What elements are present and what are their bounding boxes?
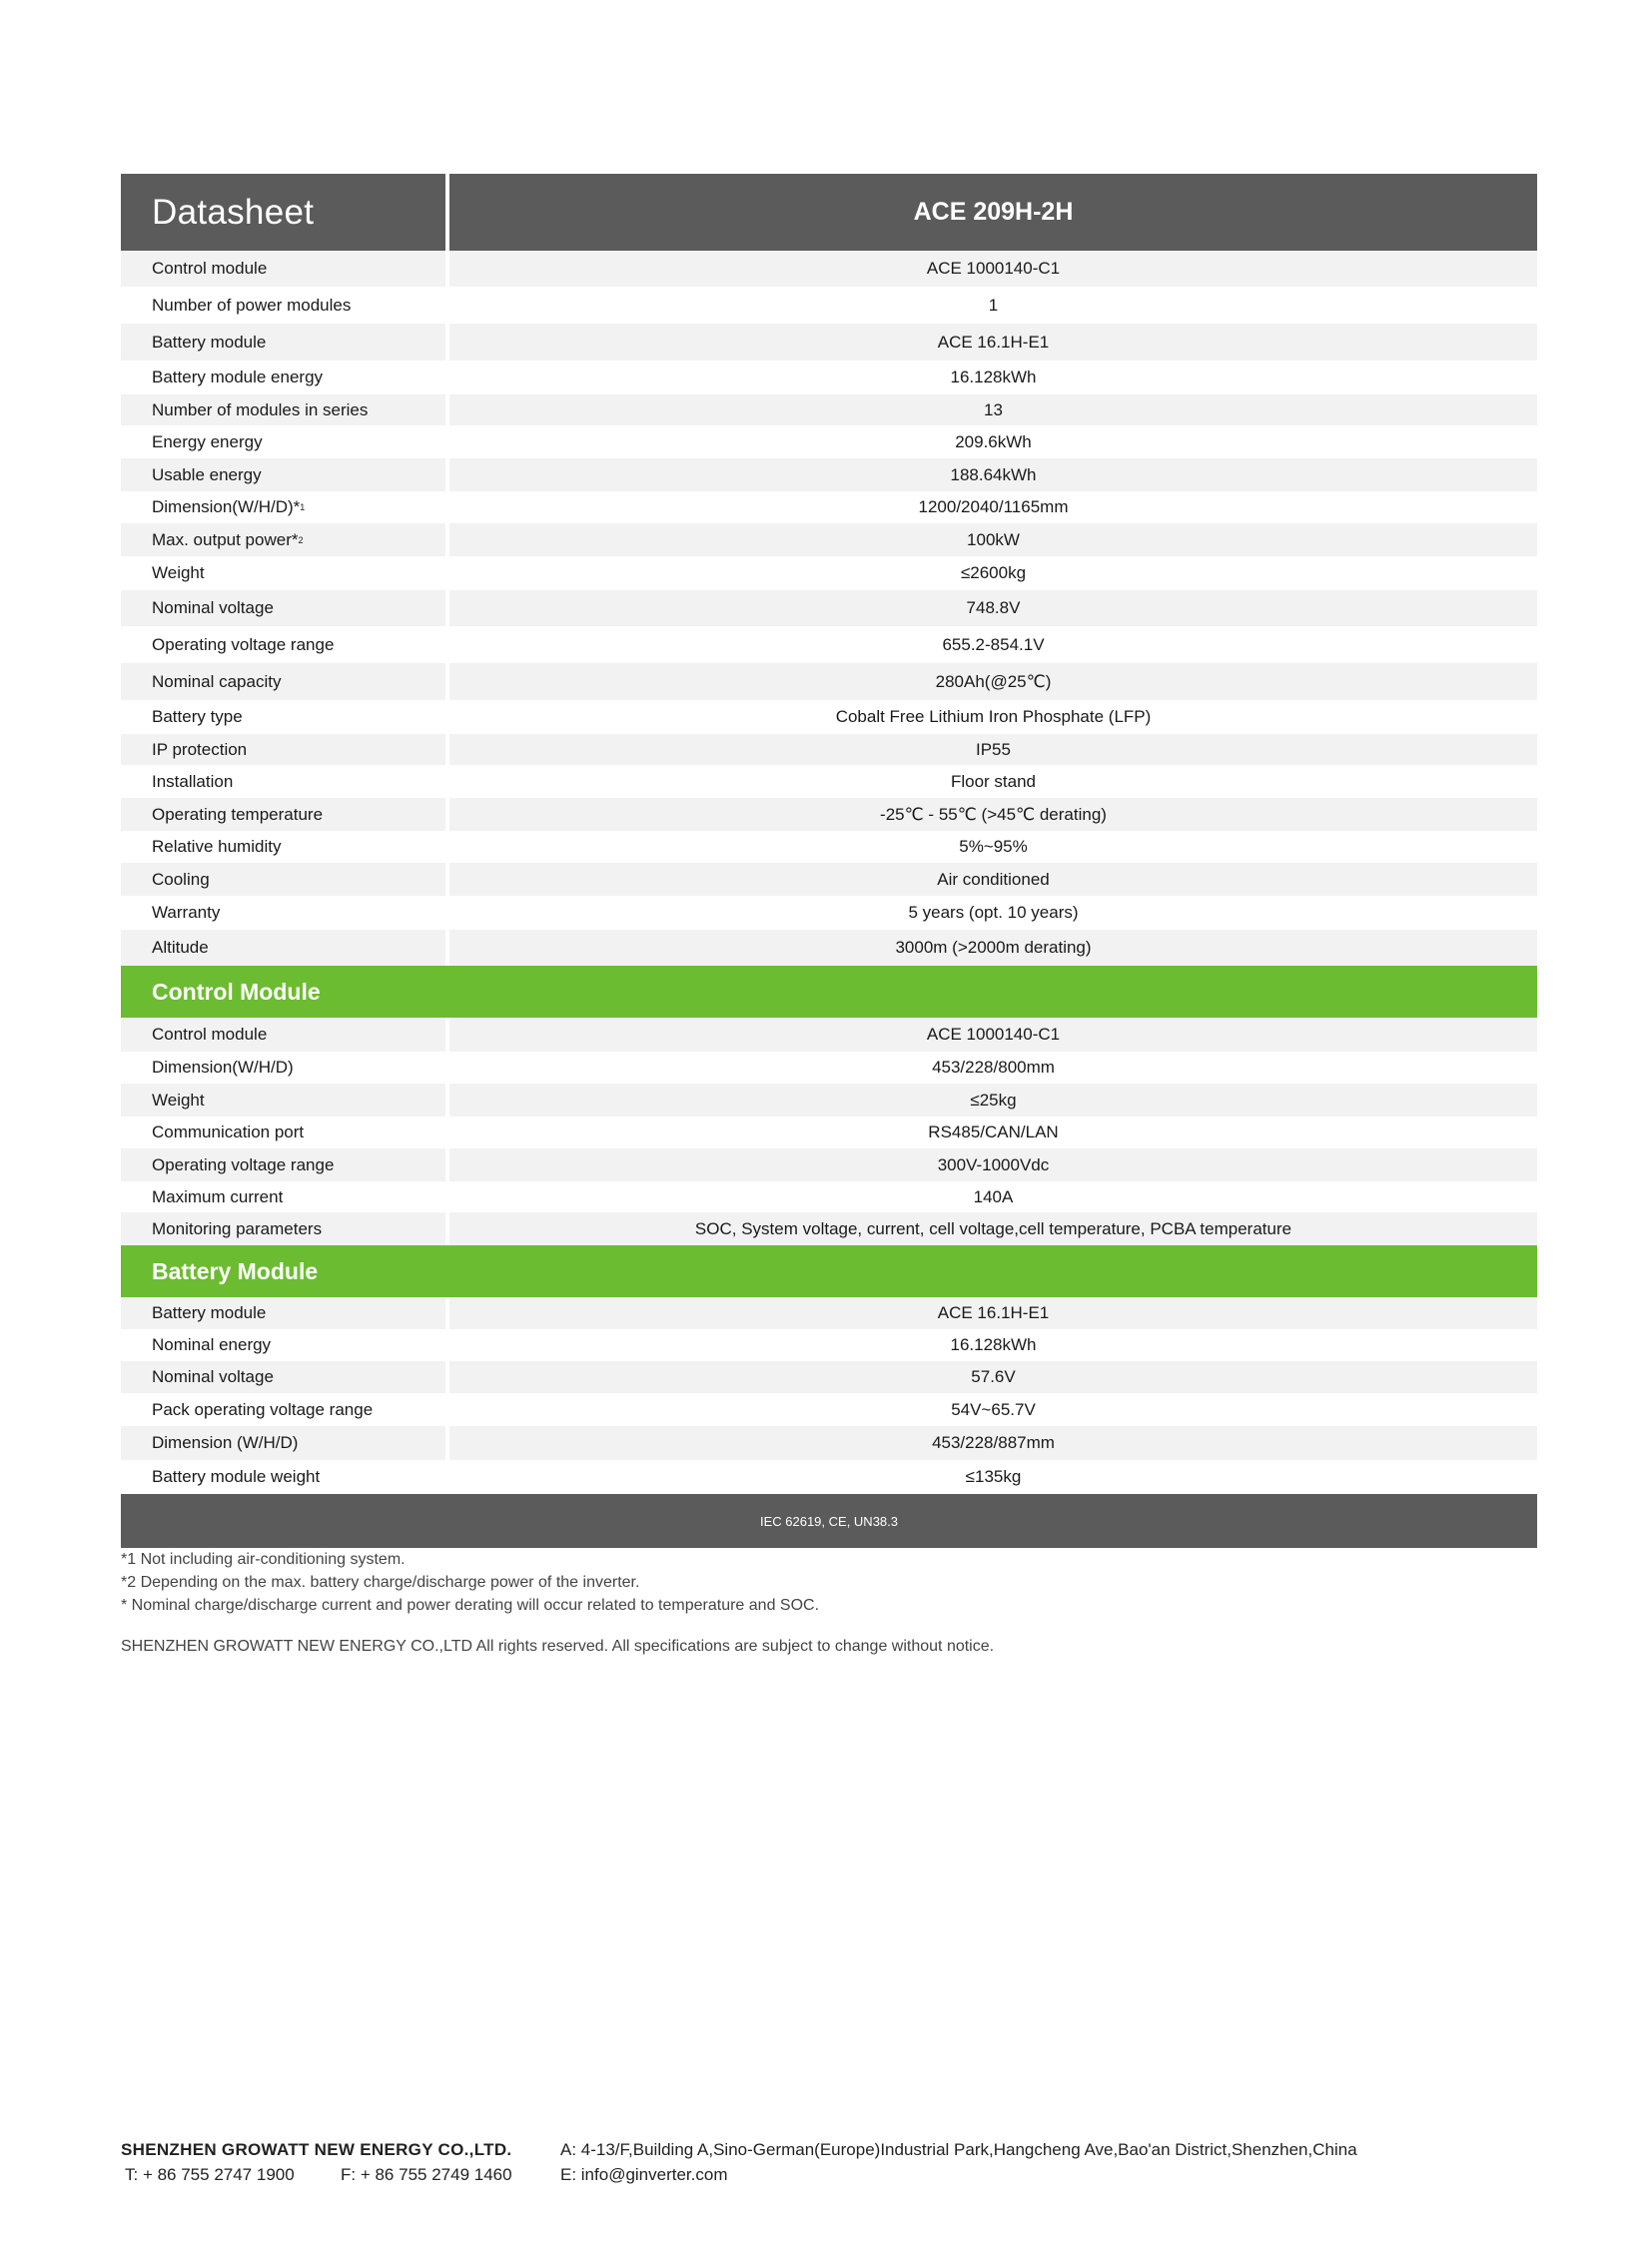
spec-value: 453/228/887mm xyxy=(449,1426,1537,1460)
control-module-specs xyxy=(121,1018,1537,1245)
table-row xyxy=(121,361,1537,394)
table-row xyxy=(121,700,1537,734)
battery-module-specs xyxy=(121,1297,1537,1494)
table-row xyxy=(121,1297,1537,1329)
spec-label: Battery module xyxy=(121,1297,445,1329)
spec-value: -25℃ - 55℃ (>45℃ derating) xyxy=(449,798,1537,831)
spec-value: ≤135kg xyxy=(965,1467,1022,1486)
spec-label: Installation xyxy=(152,771,234,791)
table-row xyxy=(121,896,1537,930)
table-row xyxy=(121,663,1537,700)
spec-value: 57.6V xyxy=(449,1361,1537,1393)
table-row xyxy=(121,287,1537,324)
spec-value: 16.128kWh xyxy=(950,1335,1037,1354)
spec-value: 100kW xyxy=(449,523,1537,556)
table-row xyxy=(121,765,1537,798)
table-row xyxy=(121,590,1537,626)
spec-value: SOC, System voltage, current, cell voltage,cell temperature, PCBA temperature xyxy=(449,1212,1537,1245)
spec-label: Dimension(W/H/D)* 1 xyxy=(152,497,306,516)
footnote: *1 Not including air-conditioning system. xyxy=(121,1551,406,1568)
spec-label: Pack operating voltage range xyxy=(152,1399,374,1419)
certifications-bar: IEC 62619, CE, UN38.3 xyxy=(121,1494,1537,1548)
company-name: SHENZHEN GROWATT NEW ENERGY CO.,LTD. xyxy=(121,2140,512,2159)
spec-label: IP protection xyxy=(121,734,445,765)
table-row xyxy=(121,1052,1537,1084)
spec-label: Control module xyxy=(121,1018,445,1052)
spec-label: Battery module energy xyxy=(152,368,324,386)
spec-value: ACE 16.1H-E1 xyxy=(449,324,1537,361)
table-row xyxy=(121,425,1537,458)
table-row xyxy=(121,556,1537,590)
spec-label: Operating temperature xyxy=(121,798,445,831)
spec-value: IP55 xyxy=(449,734,1537,765)
control-module-section-title: Control Module xyxy=(121,966,1537,1018)
spec-label: Operating voltage range xyxy=(152,634,335,654)
spec-label: Relative humidity xyxy=(152,837,282,856)
spec-label: Battery type xyxy=(152,707,243,726)
spec-value: 300V-1000Vdc xyxy=(449,1148,1537,1181)
battery-module-section-title: Battery Module xyxy=(121,1245,1537,1297)
footnotes xyxy=(121,1548,819,1617)
company-fax: F: + 86 755 2749 1460 xyxy=(341,2165,512,2184)
spec-label: Max. output power* 2 xyxy=(121,523,445,556)
spec-value: 3000m (>2000m derating) xyxy=(449,930,1537,966)
spec-value: ACE 1000140-C1 xyxy=(449,1018,1537,1052)
spec-label: Dimension(W/H/D) xyxy=(152,1058,294,1077)
table-row xyxy=(121,1361,1537,1393)
table-row xyxy=(121,831,1537,863)
table-row xyxy=(121,1148,1537,1181)
table-row xyxy=(121,798,1537,831)
table-row xyxy=(121,1181,1537,1212)
spec-value: 280Ah(@25℃) xyxy=(449,663,1537,700)
table-row xyxy=(121,1460,1537,1494)
spec-label: Nominal voltage xyxy=(121,590,445,626)
spec-label: Number of power modules xyxy=(152,295,352,315)
spec-value: 209.6kWh xyxy=(955,431,1032,451)
spec-value: 54V~65.7V xyxy=(951,1399,1036,1419)
company-address: A: 4-13/F,Building A,Sino-German(Europe)Industrial Park,Hangcheng Ave,Bao'an District,Shenzhen,China xyxy=(560,2140,1357,2159)
spec-value: 655.2-854.1V xyxy=(942,634,1045,654)
spec-label: Battery module weight xyxy=(152,1467,321,1486)
spec-label: Altitude xyxy=(121,930,445,966)
spec-label: Operating voltage range xyxy=(121,1148,445,1181)
spec-label: Control module xyxy=(121,251,445,287)
spec-value: 1200/2040/1165mm xyxy=(918,497,1069,516)
spec-value: 13 xyxy=(449,394,1537,425)
spec-label: Communication port xyxy=(152,1122,305,1141)
table-row xyxy=(121,1117,1537,1148)
footnote: *2 Depending on the max. battery charge/discharge power of the inverter. xyxy=(121,1574,640,1591)
table-row xyxy=(121,1393,1537,1426)
rights-notice: SHENZHEN GROWATT NEW ENERGY CO.,LTD All rights reserved. All specifications are subject to change without notice. xyxy=(121,1638,995,1655)
company-phone: T: + 86 755 2747 1900 xyxy=(125,2165,295,2184)
spec-label: Nominal voltage xyxy=(121,1361,445,1393)
spec-label: Cooling xyxy=(121,863,445,896)
table-row xyxy=(121,863,1537,896)
table-row xyxy=(121,626,1537,663)
table-row xyxy=(121,523,1537,556)
table-row xyxy=(121,1329,1537,1361)
company-footer xyxy=(121,2137,1357,2187)
table-row xyxy=(121,1084,1537,1117)
spec-label: Dimension (W/H/D) xyxy=(121,1426,445,1460)
spec-label: Warranty xyxy=(152,903,221,922)
spec-label: Weight xyxy=(121,1084,445,1117)
spec-label: Nominal energy xyxy=(152,1335,272,1354)
spec-value: 5 years (opt. 10 years) xyxy=(908,903,1079,922)
spec-value: Cobalt Free Lithium Iron Phosphate (LFP) xyxy=(835,707,1152,726)
spec-label: Nominal capacity xyxy=(121,663,445,700)
spec-value: ≤25kg xyxy=(449,1084,1537,1117)
table-row xyxy=(121,458,1537,491)
spec-value: 188.64kWh xyxy=(449,458,1537,491)
model-name: ACE 209H-2H xyxy=(913,198,1074,226)
table-row xyxy=(121,930,1537,966)
spec-value: ≤2600kg xyxy=(960,563,1027,582)
table-header xyxy=(121,174,1537,251)
spec-label: Battery module xyxy=(121,324,445,361)
general-specs xyxy=(121,251,1537,966)
spec-value: Air conditioned xyxy=(449,863,1537,896)
table-row xyxy=(121,1018,1537,1052)
spec-label: Number of modules in series xyxy=(121,394,445,425)
table-row xyxy=(121,734,1537,765)
spec-value: 453/228/800mm xyxy=(932,1058,1055,1077)
spec-value: Floor stand xyxy=(950,771,1037,791)
spec-value: 748.8V xyxy=(449,590,1537,626)
spec-value: 16.128kWh xyxy=(950,368,1037,386)
table-row xyxy=(121,251,1537,287)
datasheet-table xyxy=(121,174,1537,1548)
table-row xyxy=(121,1426,1537,1460)
footnote: * Nominal charge/discharge current and power derating will occur related to temperature and SOC. xyxy=(121,1597,820,1614)
table-row xyxy=(121,324,1537,361)
spec-label: Maximum current xyxy=(152,1186,284,1206)
spec-label: Usable energy xyxy=(121,458,445,491)
datasheet-title: Datasheet xyxy=(152,192,315,232)
spec-label: Weight xyxy=(152,563,205,582)
table-row xyxy=(121,394,1537,425)
spec-value: ACE 16.1H-E1 xyxy=(449,1297,1537,1329)
spec-value: 5%~95% xyxy=(959,837,1028,856)
spec-value: 140A xyxy=(973,1186,1014,1206)
spec-value: ACE 1000140-C1 xyxy=(449,251,1537,287)
spec-label: Energy energy xyxy=(152,431,263,451)
company-email: E: info@ginverter.com xyxy=(560,2165,728,2184)
table-row xyxy=(121,491,1537,523)
spec-value: RS485/CAN/LAN xyxy=(928,1122,1059,1141)
spec-label: Monitoring parameters xyxy=(121,1212,445,1245)
spec-value: 1 xyxy=(988,295,999,315)
table-row xyxy=(121,1212,1537,1245)
